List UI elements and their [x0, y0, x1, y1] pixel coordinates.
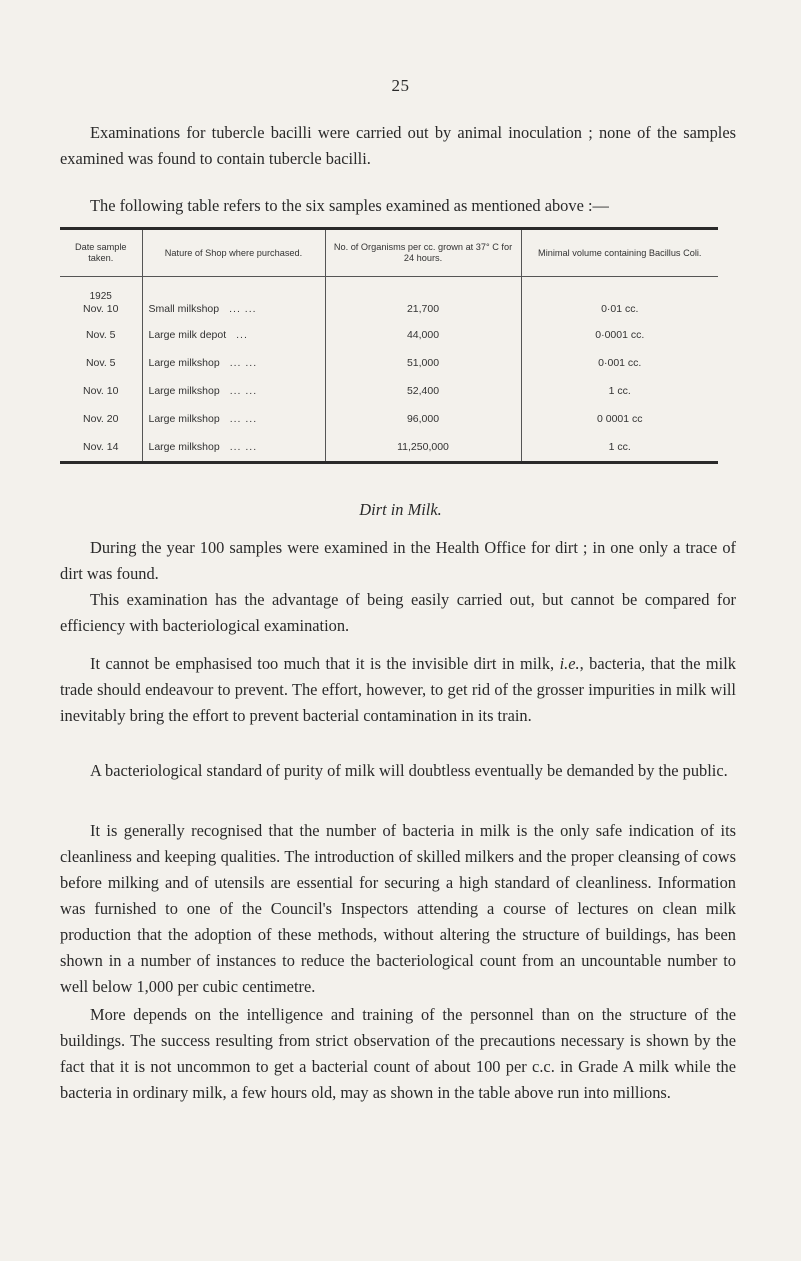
shop-value: Large milkshop — [148, 357, 220, 369]
leader-dots: ... ... — [229, 303, 257, 315]
dirt-paragraph-samples: During the year 100 samples were examined in the Health Office for dirt ; in one only a trace of dirt was found. — [60, 538, 736, 583]
dirt-paragraph-invisible-dirt — [60, 651, 736, 729]
ie-abbreviation: i.e. — [559, 654, 580, 673]
cell-organism-count: 96,000 — [325, 405, 521, 433]
cell-shop — [142, 433, 325, 461]
cell-coli-volume: 0·0001 cc. — [521, 321, 718, 349]
invisible-dirt-text-start: It cannot be emphasised too much that it is the invisible dirt in milk, — [90, 654, 560, 673]
dirt-paragraph-personnel: More depends on the intelligence and training of the personnel than on the structure of the buildings. The success resulting from strict observation of the precautions necessary is shown by the fact that it is not uncommon to get a bacterial count of about 100 per c.c. in Grade A milk while the bacteria in ordinary milk, a few hours old, may as shown in the table above run into millions. — [60, 1005, 736, 1102]
samples-table-container — [60, 227, 718, 464]
cell-shop — [142, 349, 325, 377]
cell-organism-count: 44,000 — [325, 321, 521, 349]
table-bottom-rule — [60, 461, 718, 464]
cell-coli-volume: 0 0001 cc — [521, 405, 718, 433]
dirt-paragraph-standard: A bacteriological standard of purity of milk will doubtless eventually be demanded by the public. — [90, 761, 728, 780]
shop-value: Small milkshop — [148, 303, 220, 315]
leader-dots: ... ... — [229, 385, 258, 397]
dirt-paragraph-bacteria-count: It is generally recognised that the number of bacteria in milk is the only safe indication of its cleanliness and keeping qualities. The introduction of skilled milkers and the proper cleansing of cows before milking and of utensils are essential for securing a high standard of cleanliness. Information was furnished to one of the Council's Inspectors attending a course of lectures on clean milk production that the adoption of these methods, without altering the structure of buildings, has been shown in a number of instances to reduce the bacteriological count from an uncountable number to well below 1,000 per cubic centimetre. — [60, 821, 736, 996]
intro-paragraph-tubercle: Examinations for tubercle bacilli were carried out by animal inoculation ; none of the samples examined was found to contain tubercle bacilli. — [60, 123, 736, 168]
table-row — [60, 377, 718, 405]
cell-shop — [142, 377, 325, 405]
cell-organism-count: 11,250,000 — [325, 433, 521, 461]
table-header-row — [60, 230, 718, 277]
header-organisms: No. of Organisms per cc. grown at 37° C for 24 hours. — [325, 230, 521, 277]
samples-table — [60, 230, 718, 461]
dirt-paragraph-advantage: This examination has the advantage of being easily carried out, but cannot be compared for efficiency with bacteriological examination. — [60, 590, 736, 635]
leader-dots: ... ... — [229, 441, 258, 453]
header-shop: Nature of Shop where purchased. — [142, 230, 325, 277]
cell-date: Nov. 14 — [83, 441, 119, 453]
page-number: 25 — [391, 76, 410, 95]
cell-shop — [142, 321, 325, 349]
table-row — [60, 405, 718, 433]
cell-shop — [142, 405, 325, 433]
header-date: Date sample taken. — [60, 230, 142, 277]
cell-organism-count: 51,000 — [325, 349, 521, 377]
intro-paragraph-table-reference: The following table refers to the six samples examined as mentioned above :— — [90, 196, 609, 215]
cell-organism-count: 52,400 — [325, 377, 521, 405]
cell-date: Nov. 10 — [83, 385, 119, 397]
table-row — [60, 433, 718, 461]
cell-date — [60, 277, 142, 322]
section-heading-dirt-in-milk: Dirt in Milk. — [359, 500, 442, 519]
cell-organism-count: 21,700 — [325, 277, 521, 322]
table-row — [60, 349, 718, 377]
cell-coli-volume: 0·01 cc. — [521, 277, 718, 322]
table-row — [60, 321, 718, 349]
leader-dots: ... ... — [229, 413, 258, 425]
shop-value: Large milkshop — [148, 413, 220, 425]
shop-value: Large milkshop — [148, 385, 220, 397]
shop-value: Large milk depot — [148, 329, 227, 341]
cell-date: Nov. 5 — [85, 329, 116, 341]
table-row — [60, 277, 718, 322]
cell-shop — [142, 277, 325, 322]
cell-coli-volume: 1 cc. — [521, 433, 718, 461]
leader-dots: ... — [236, 329, 248, 341]
date-value: Nov. 10 — [83, 303, 119, 315]
cell-coli-volume: 0·001 cc. — [521, 349, 718, 377]
invisible-dirt-text-end: , bacteria, that the milk trade should endeavour to prevent. The effort, however, to get rid of the grosser impurities in milk will inevitably bring the effort to prevent bacterial contamination in its train. — [60, 654, 736, 725]
leader-dots: ... ... — [229, 357, 258, 369]
year-label: 1925 — [89, 291, 112, 302]
cell-date: Nov. 5 — [85, 357, 116, 369]
cell-coli-volume: 1 cc. — [521, 377, 718, 405]
header-bacillus-coli: Minimal volume containing Bacillus Coli. — [521, 230, 718, 277]
cell-date: Nov. 20 — [83, 413, 119, 425]
shop-value: Large milkshop — [148, 441, 220, 453]
